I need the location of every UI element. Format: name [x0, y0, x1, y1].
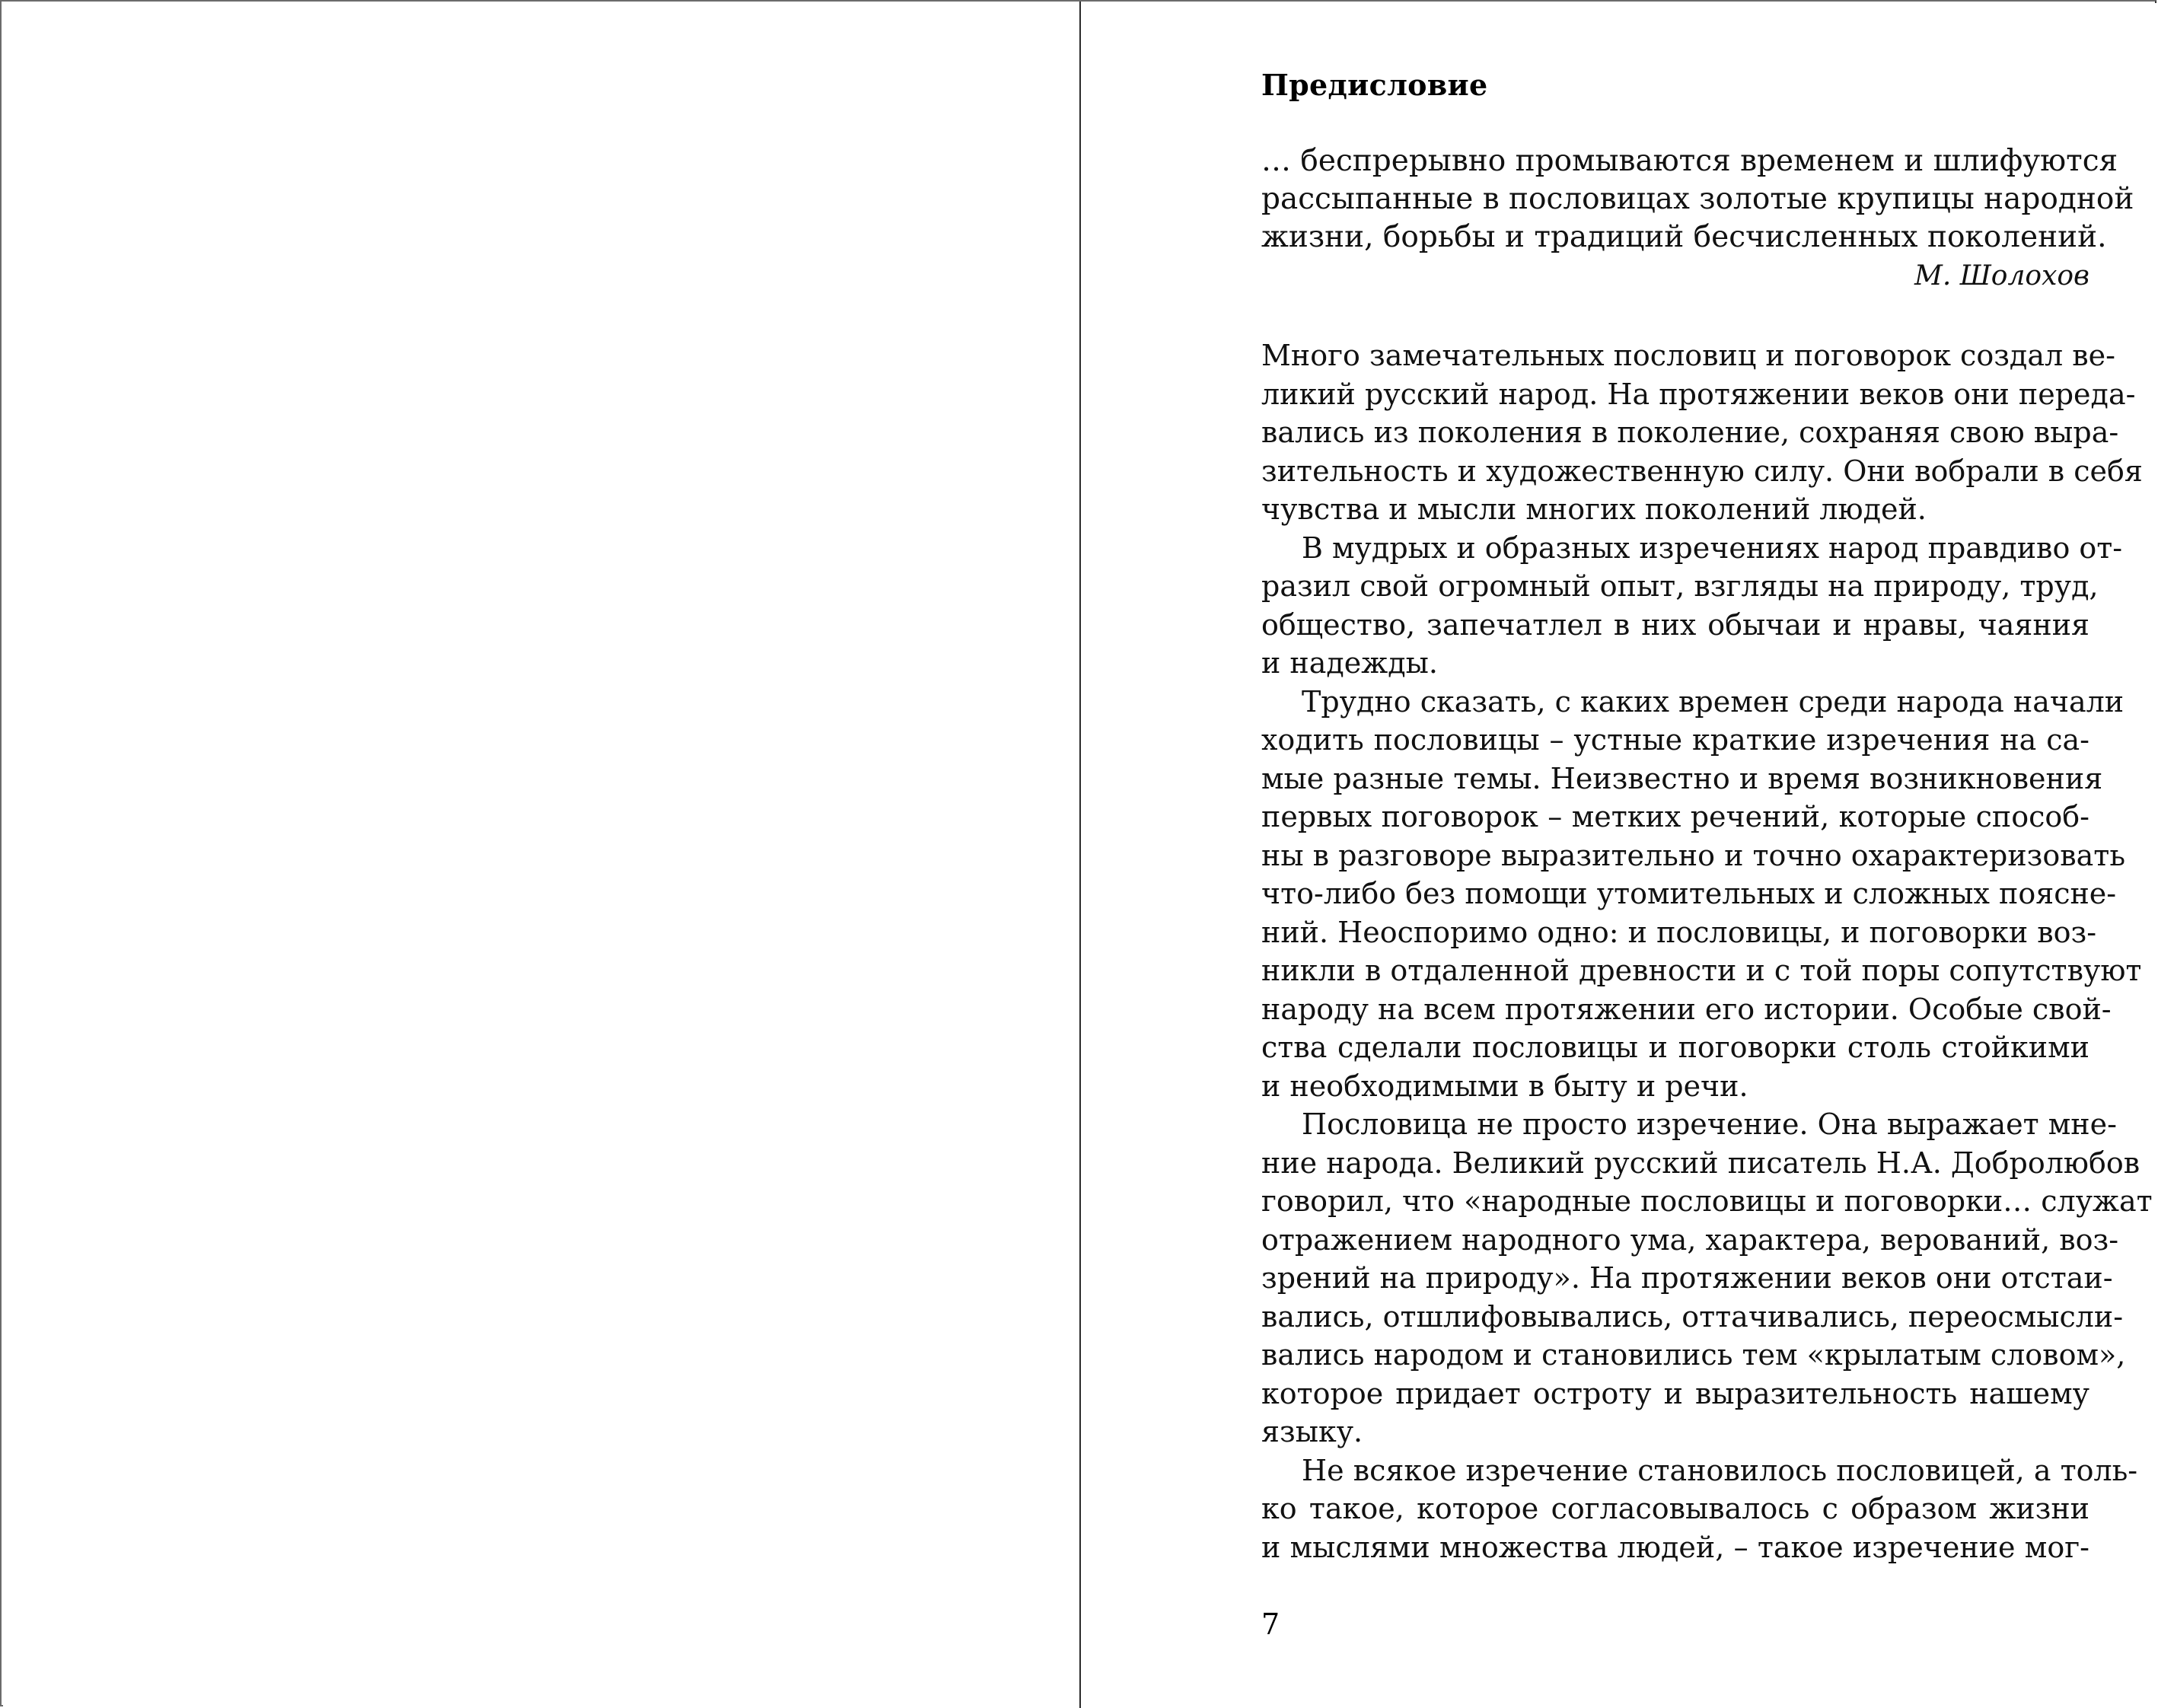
body-line: Трудно сказать, с каких времен среди народа начали: [1302, 684, 2125, 719]
body-line: ства сделали пословицы и поговорки столь стойкими: [1261, 1031, 2089, 1064]
epigraph: [1261, 142, 2134, 295]
epigraph-line: рассыпанные в пословицах золотые крупицы народной: [1261, 182, 2134, 216]
left-page-blank: [3, 3, 1079, 1706]
body-line: ликий русский народ. На протяжении веков они переда-: [1261, 377, 2136, 411]
body-line: и необходимыми в быту и речи.: [1261, 1069, 1748, 1103]
body-line: Пословица не просто изречение. Она выражает мне-: [1302, 1107, 2117, 1141]
body-text: [1261, 336, 2153, 1566]
body-line: говорил, что «народные пословицы и поговорки… служат: [1261, 1184, 2153, 1218]
body-line: которое придает остроту и выразительность нашему: [1261, 1376, 2089, 1410]
page-title: Предисловие: [1261, 68, 1488, 102]
body-line: зительность и художественную силу. Они вобрали в себя: [1261, 454, 2143, 488]
body-line: народу на всем протяжении его истории. Особые свой-: [1261, 992, 2112, 1026]
right-page: [1081, 3, 2156, 1706]
body-line: общество, запечатлел в них обычаи и нравы, чаяния: [1261, 607, 2089, 642]
body-line: и надежды.: [1261, 646, 1438, 680]
body-line: ко такое, которое согласовывалось с образом жизни: [1261, 1492, 2089, 1525]
epigraph-line: жизни, борьбы и традиций бесчисленных поколений.: [1261, 220, 2107, 254]
body-line: никли в отдаленной древности и с той поры сопутствуют: [1261, 954, 2142, 987]
epigraph-line: … беспрерывно промываются временем и шлифуются: [1261, 144, 2118, 178]
body-line: что-либо без помощи утомительных и сложных поясне-: [1261, 877, 2117, 910]
body-line: языку.: [1261, 1415, 1363, 1448]
body-line: вались, отшлифовывались, оттачивались, переосмысли-: [1261, 1299, 2124, 1334]
body-line: Не всякое изречение становилось пословицей, а толь-: [1302, 1453, 2138, 1487]
body-line: ходить пословицы – устные краткие изречения на са-: [1261, 723, 2089, 757]
body-line: первых поговорок – метких речений, которые способ-: [1261, 800, 2089, 833]
body-line: Много замечательных пословиц и поговорок создал ве-: [1261, 339, 2115, 372]
page-number: 7: [1261, 1608, 1280, 1641]
body-line: вались народом и становились тем «крылатым словом»,: [1261, 1338, 2126, 1372]
body-line: чувства и мысли многих поколений людей.: [1261, 492, 1927, 526]
body-line: и мыслями множества людей, – такое изречение мог-: [1261, 1530, 2089, 1564]
epigraph-author: М. Шолохов: [1914, 260, 2089, 292]
body-line: В мудрых и образных изречениях народ правдиво от-: [1302, 531, 2123, 565]
body-line: ний. Неоспоримо одно: и пословицы, и поговорки воз-: [1261, 915, 2097, 949]
body-line: ны в разговоре выразительно и точно охарактеризовать: [1261, 838, 2126, 872]
body-line: мые разные темы. Неизвестно и время возникновения: [1261, 761, 2103, 795]
body-line: вались из поколения в поколение, сохраняя свою выра-: [1261, 416, 2119, 449]
body-line: разил свой огромный опыт, взгляды на природу, труд,: [1261, 569, 2099, 603]
body-line: ние народа. Великий русский писатель Н.А. Добролюбов: [1261, 1146, 2140, 1180]
body-line: зрений на природу». На протяжении веков они отстаи-: [1261, 1261, 2113, 1295]
body-line: отражением народного ума, характера, верований, воз-: [1261, 1222, 2119, 1257]
